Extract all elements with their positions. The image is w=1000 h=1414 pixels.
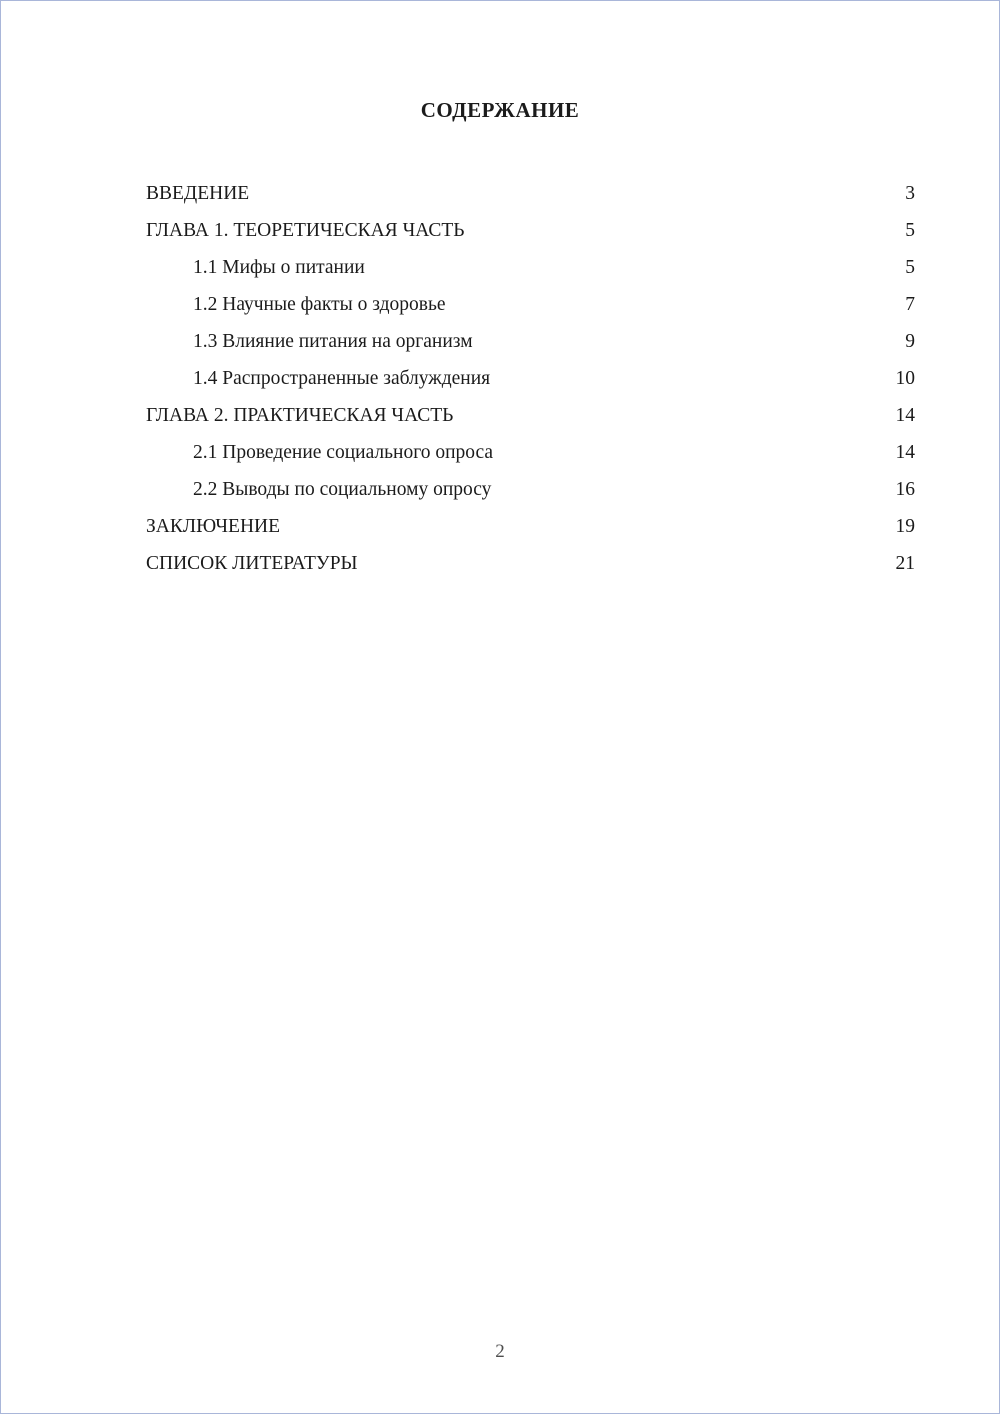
toc-entry <box>146 471 915 508</box>
toc-entry-label: ГЛАВА 2. ПРАКТИЧЕСКАЯ ЧАСТЬ <box>146 405 454 426</box>
toc-entry <box>146 434 915 471</box>
toc-entry-label: 1.1 Мифы о питании <box>193 257 365 278</box>
toc-entry-label: 2.1 Проведение социального опроса <box>193 442 494 463</box>
page-number: 2 <box>495 1341 505 1362</box>
toc-entry <box>146 175 915 212</box>
toc-entry <box>146 212 915 249</box>
toc-entry-label: 2.2 Выводы по социальному опросу <box>193 479 492 500</box>
toc-entry <box>146 545 915 582</box>
toc-entry <box>146 397 915 434</box>
page-title: СОДЕРЖАНИЕ <box>420 98 580 122</box>
toc-entry-label: СПИСОК ЛИТЕРАТУРЫ <box>146 553 358 574</box>
toc-entry-label: ВВЕДЕНИЕ <box>146 183 250 204</box>
toc-entry-page-number: 3 <box>905 183 915 204</box>
toc-entry-page-number: 9 <box>905 331 915 352</box>
toc-entry <box>146 360 915 397</box>
toc-entry-label: ЗАКЛЮЧЕНИЕ <box>146 516 281 537</box>
toc-entry <box>146 249 915 286</box>
toc-entry-page-number: 5 <box>905 220 915 241</box>
toc-list <box>146 175 915 582</box>
toc-entry-page-number: 10 <box>895 368 915 389</box>
toc-entry-page-number: 21 <box>895 553 915 574</box>
toc-entry <box>146 286 915 323</box>
toc-entry-page-number: 7 <box>905 294 915 315</box>
toc-entry-page-number: 14 <box>895 405 915 426</box>
toc-entry-page-number: 16 <box>895 479 915 500</box>
toc-entry-page-number: 19 <box>895 516 915 537</box>
toc-entry-label: 1.2 Научные факты о здоровье <box>193 294 446 315</box>
toc-entry-label: ГЛАВА 1. ТЕОРЕТИЧЕСКАЯ ЧАСТЬ <box>146 220 465 241</box>
toc-entry-page-number: 5 <box>905 257 915 278</box>
toc-entry-page-number: 14 <box>895 442 915 463</box>
toc-entry <box>146 323 915 360</box>
toc-entry-label: 1.3 Влияние питания на организм <box>193 331 473 352</box>
toc-entry <box>146 508 915 545</box>
toc-entry-label: 1.4 Распространенные заблуждения <box>193 368 491 389</box>
